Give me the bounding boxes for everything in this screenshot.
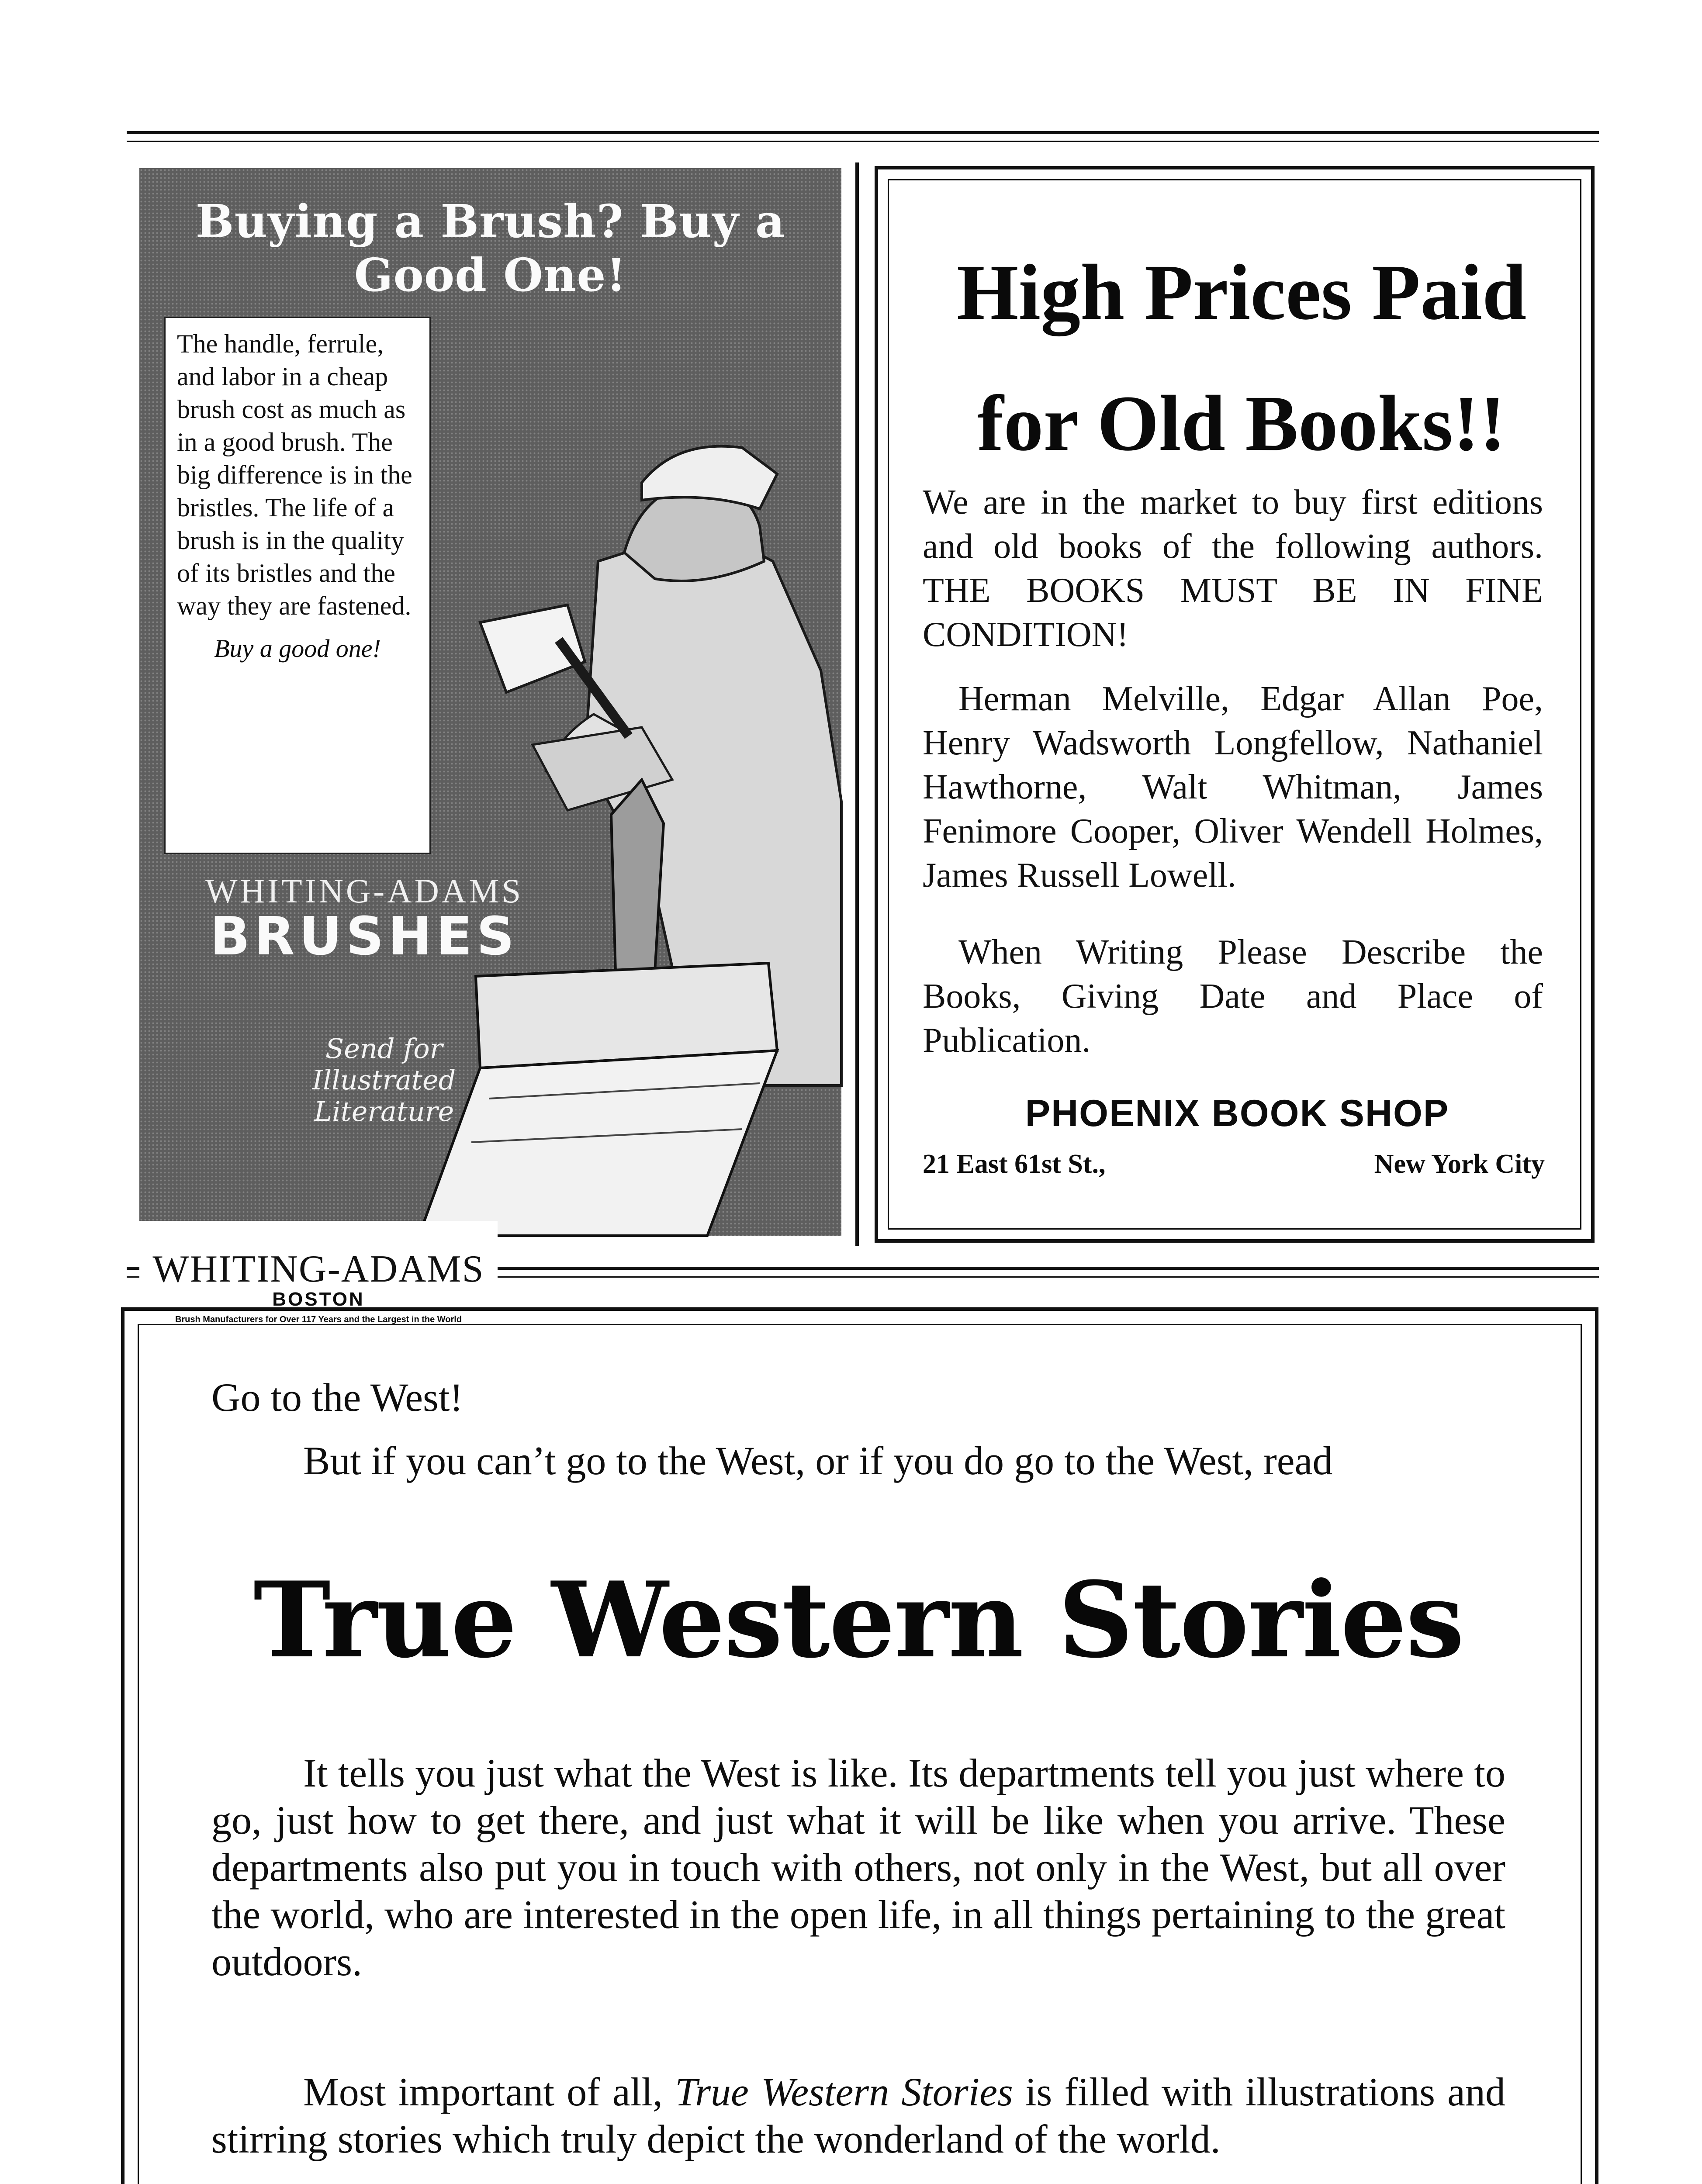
tws-p2-rest: is filled with illustrations and stirring stories which truly depict the wonderland of the world. <box>211 2070 1506 2161</box>
brush-footer-fineprint: Brush Manufacturers for Over 117 Years and the Largest in the World <box>175 1315 462 1324</box>
tws-title: True Western Stories <box>253 1559 1464 1681</box>
phoenix-city: New York City <box>1374 1149 1545 1179</box>
phoenix-headline: High Prices Paid for Old Books!! <box>956 249 1527 467</box>
tws-p2-title: True Western Stories <box>675 2070 1013 2114</box>
phoenix-author-list: Herman Melville, Edgar Allan Poe, Henry Wadsworth Longfellow, Nathaniel Hawthorne, Walt Whitman, James Fenimore Cooper, Oliver Wendell Holmes, James Russell Lowell. <box>923 680 1543 895</box>
brush-advertisement <box>139 168 841 1324</box>
brush-tagline: Buy a good one! <box>214 634 381 663</box>
brush-brand-large: BRUSHES <box>210 906 519 967</box>
tws-intro: But if you can’t go to the West, or if you do go to the West, read <box>303 1438 1333 1483</box>
brush-headline: Buying a Brush? Buy a Good One! <box>195 194 785 302</box>
brush-call-to-action: Send for Illustrated Literature <box>312 1033 456 1127</box>
column-divider <box>855 162 859 1246</box>
phoenix-address: 21 East 61st St., <box>923 1149 1106 1179</box>
top-rule-thick <box>127 131 1599 134</box>
brush-footer-company: WHITING-ADAMS <box>152 1248 484 1290</box>
brush-body-text: The handle, ferrule, and labor in a cheap brush cost as much as in a good brush. The big difference is in the bristles. The life of a brush is in the quality of its bristles and the way they are fastened. <box>177 329 412 620</box>
tws-go-west: Go to the West! <box>211 1375 464 1420</box>
tws-description: It tells you just what the West is like. Its departments tell you just where to go, just how to get there, and just what it will be like when you arrive. These departments also put you in touch with others, not only in the West, but all over the world, who are interested in the open life, in all things pertaining to the great outdoors. <box>211 1751 1505 1984</box>
top-rule-thin <box>127 141 1599 142</box>
tws-paragraph-illustrations <box>211 2068 1505 2163</box>
phoenix-intro: We are in the market to buy first editions and old books of the following authors. THE BOOKS MUST BE IN FINE CONDITION! <box>923 483 1543 654</box>
phoenix-shop-name: PHOENIX BOOK SHOP <box>1025 1092 1449 1134</box>
tws-p2-lead: Most important of all, <box>303 2070 675 2114</box>
brush-footer-city: BOSTON <box>272 1289 365 1310</box>
phoenix-instructions: When Writing Please Describe the Books, Giving Date and Place of Publication. <box>923 933 1543 1060</box>
brush-brand-small: WHITING-ADAMS <box>205 872 523 910</box>
